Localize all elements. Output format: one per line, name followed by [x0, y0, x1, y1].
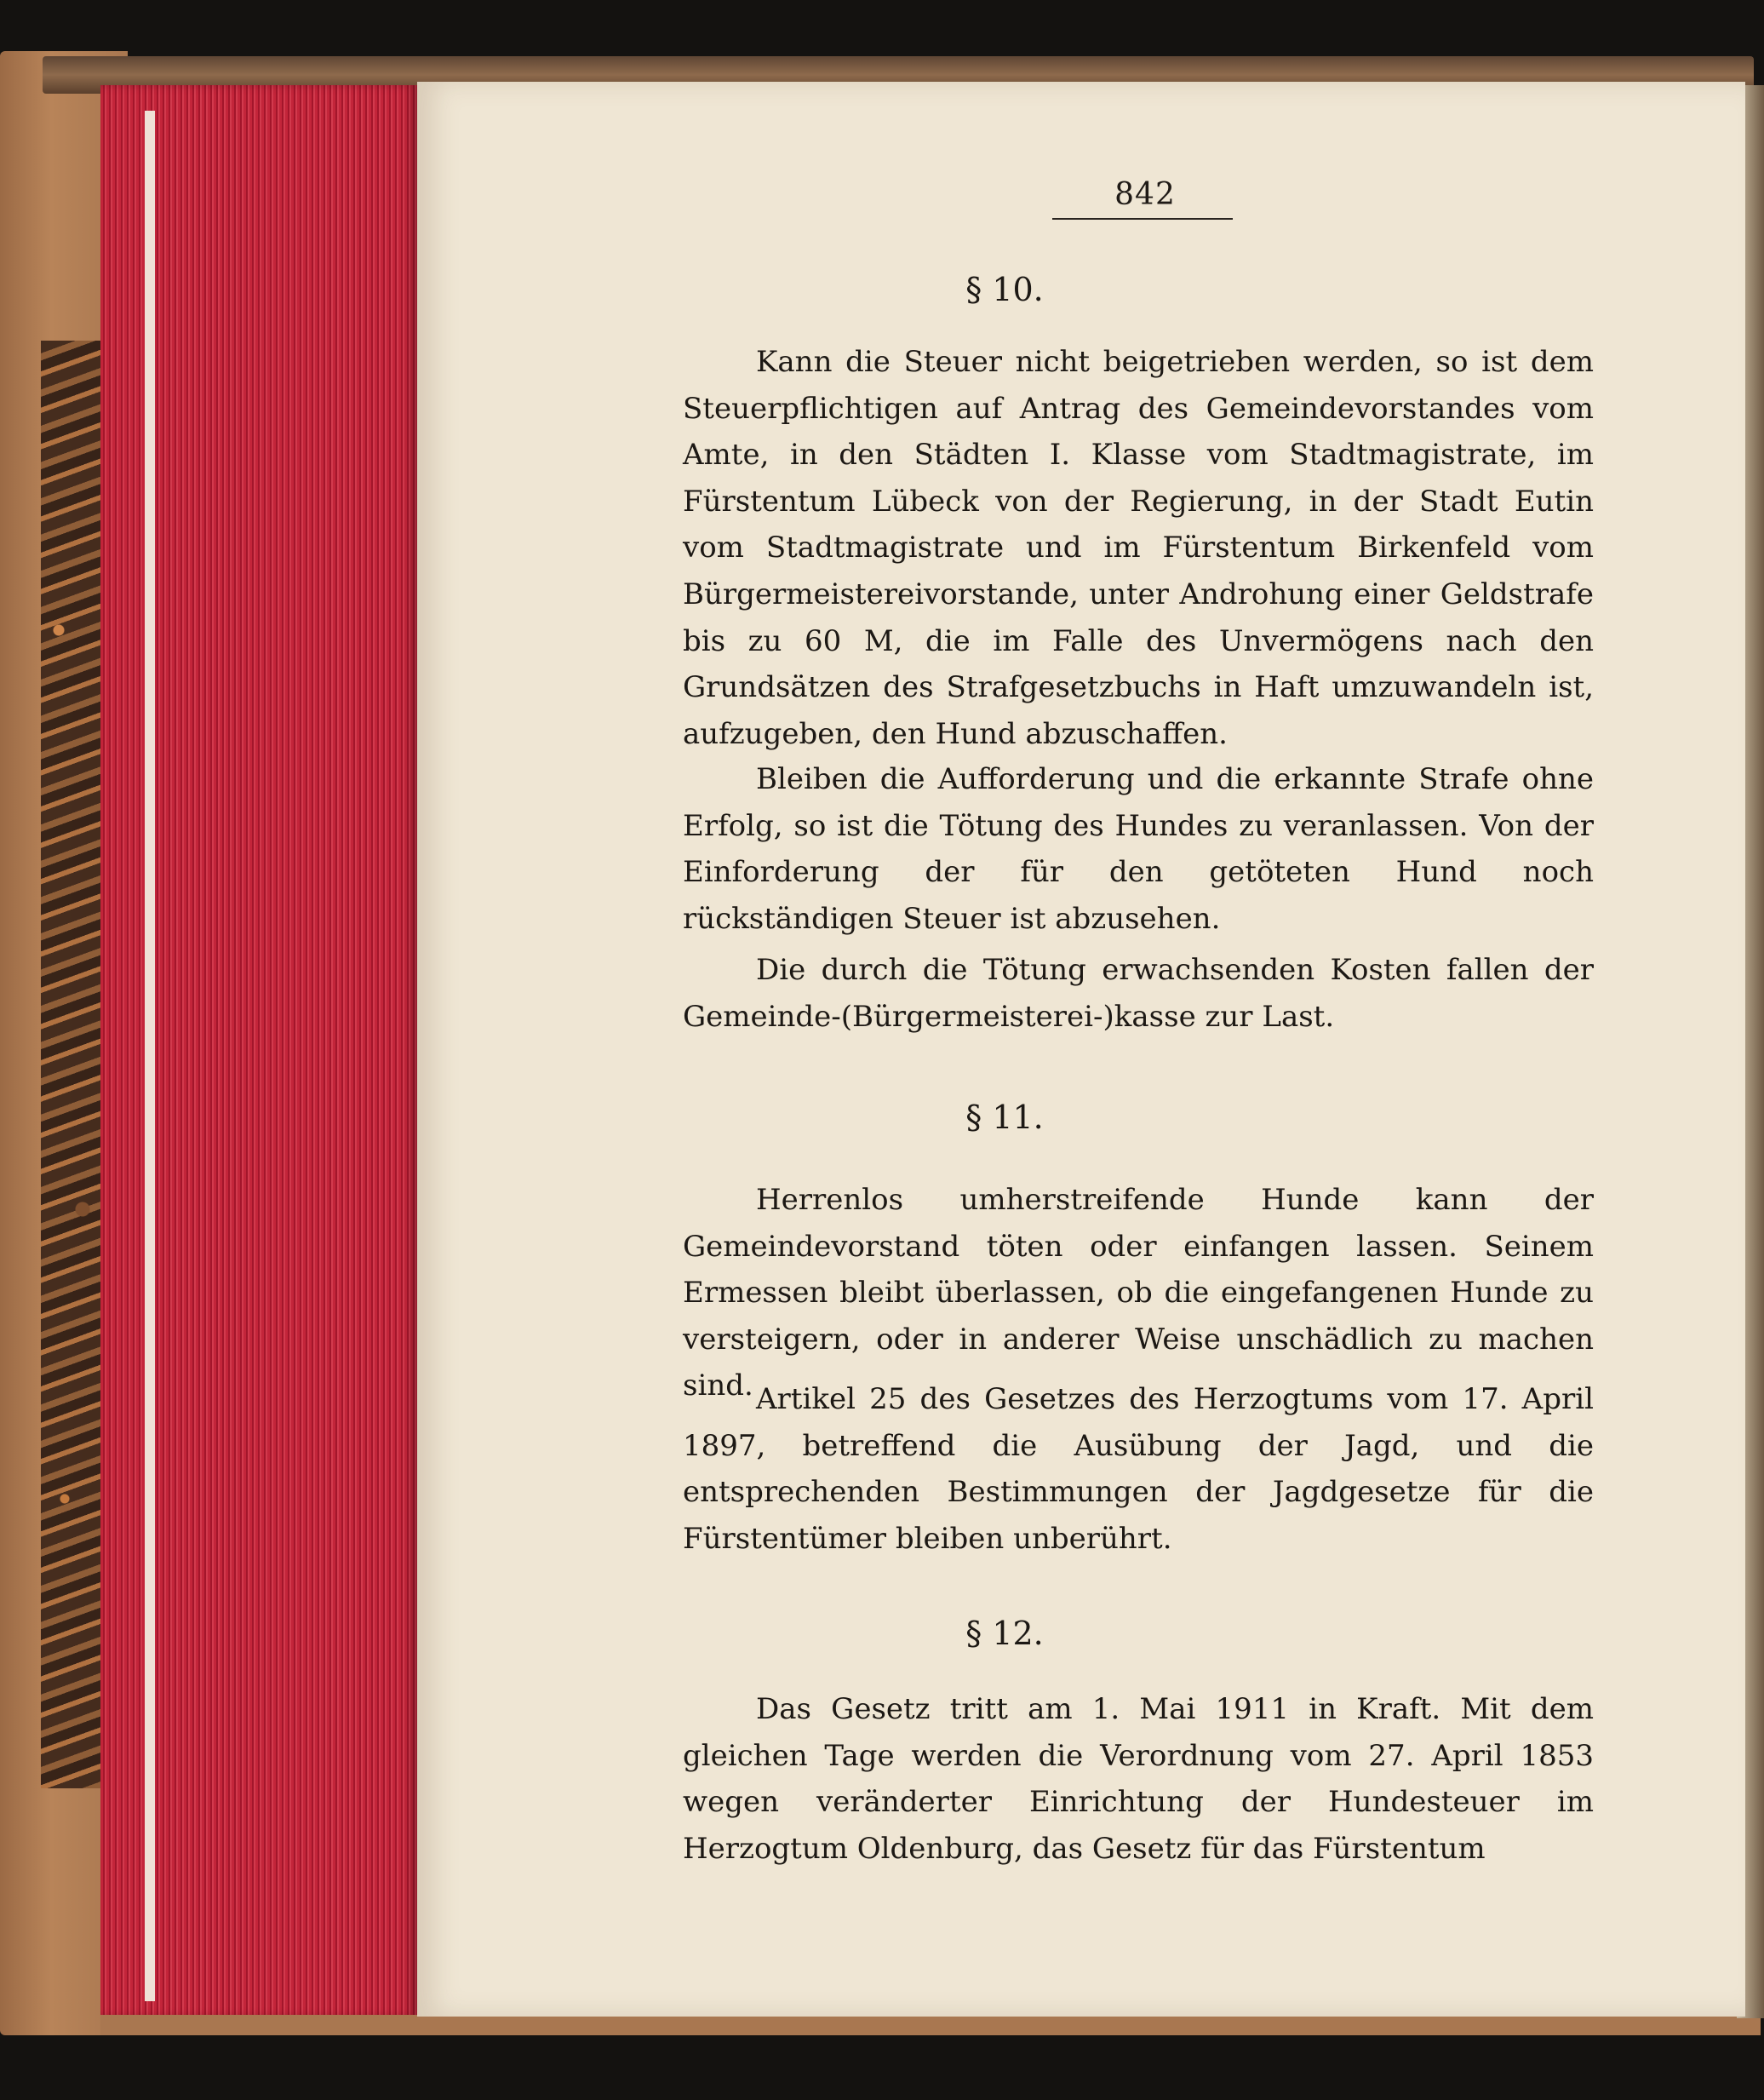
page-number-rule: [1052, 218, 1233, 220]
paragraph: Kann die Steuer nicht beigetrieben werden, so ist dem Steuerpflichtigen auf Antrag des Gemeindevorstandes vom Amte, in den Städten I. Klasse vom Stadtmagistrate, im Fürstentum Lübeck von der Regierung, in der Stadt Eutin vom Stadtmagistrate und im Fürstentum Birkenfeld vom Bürgermeistereivorstande, unter Androhung einer Geldstrafe bis zu 60 M, die im Falle des Unvermögens nach den Grundsätzen des Strafgesetzbuchs in Haft umzuwandeln ist, aufzugeben, den Hund abzuschaffen.: [683, 345, 1594, 751]
paragraph: Die durch die Tötung erwachsenden Kosten fallen der Gemeinde-(Bürgermeisterei-)kasse zur Last.: [683, 953, 1594, 1034]
paragraph: Bleiben die Aufforderung und die erkannte Strafe ohne Erfolg, so ist die Tötung des Hundes zu veranlassen. Von der Einforderung der für den getöteten Hund noch rückständigen Steuer ist abzusehen.: [683, 762, 1594, 936]
paragraph: Herrenlos umherstreifende Hunde kann der Gemeindevorstand töten oder einfangen lassen. Seinem Ermessen bleibt überlassen, ob die eingefangenen Hunde zu versteigern, oder in anderer Weise unschädlich zu machen sind.: [683, 1183, 1594, 1403]
paragraph: Artikel 25 des Gesetzes des Herzogtums vom 17. April 1897, betreffend die Ausübung der Jagd, und die entsprechenden Bestimmungen der Jagdgesetze für die Fürstentümer bleiben unberührt.: [683, 1382, 1594, 1556]
section-heading: § 12.: [965, 1615, 1044, 1652]
book-bottom-board: [100, 2015, 1761, 2035]
paragraph: Das Gesetz tritt am 1. Mai 1911 in Kraft. Mit dem gleichen Tage werden die Verordnung vom 27. April 1853 wegen veränderter Einrichtung der Hundesteuer im Herzogtum Oldenburg, das Gesetz für das Fürstentum: [683, 1692, 1594, 1866]
page-edge-highlight: [145, 111, 155, 2001]
marbled-cover-paper: [41, 341, 100, 1788]
section-heading: § 11.: [965, 1099, 1044, 1136]
page-number: 842: [1114, 177, 1176, 212]
section-heading: § 10.: [965, 271, 1044, 308]
